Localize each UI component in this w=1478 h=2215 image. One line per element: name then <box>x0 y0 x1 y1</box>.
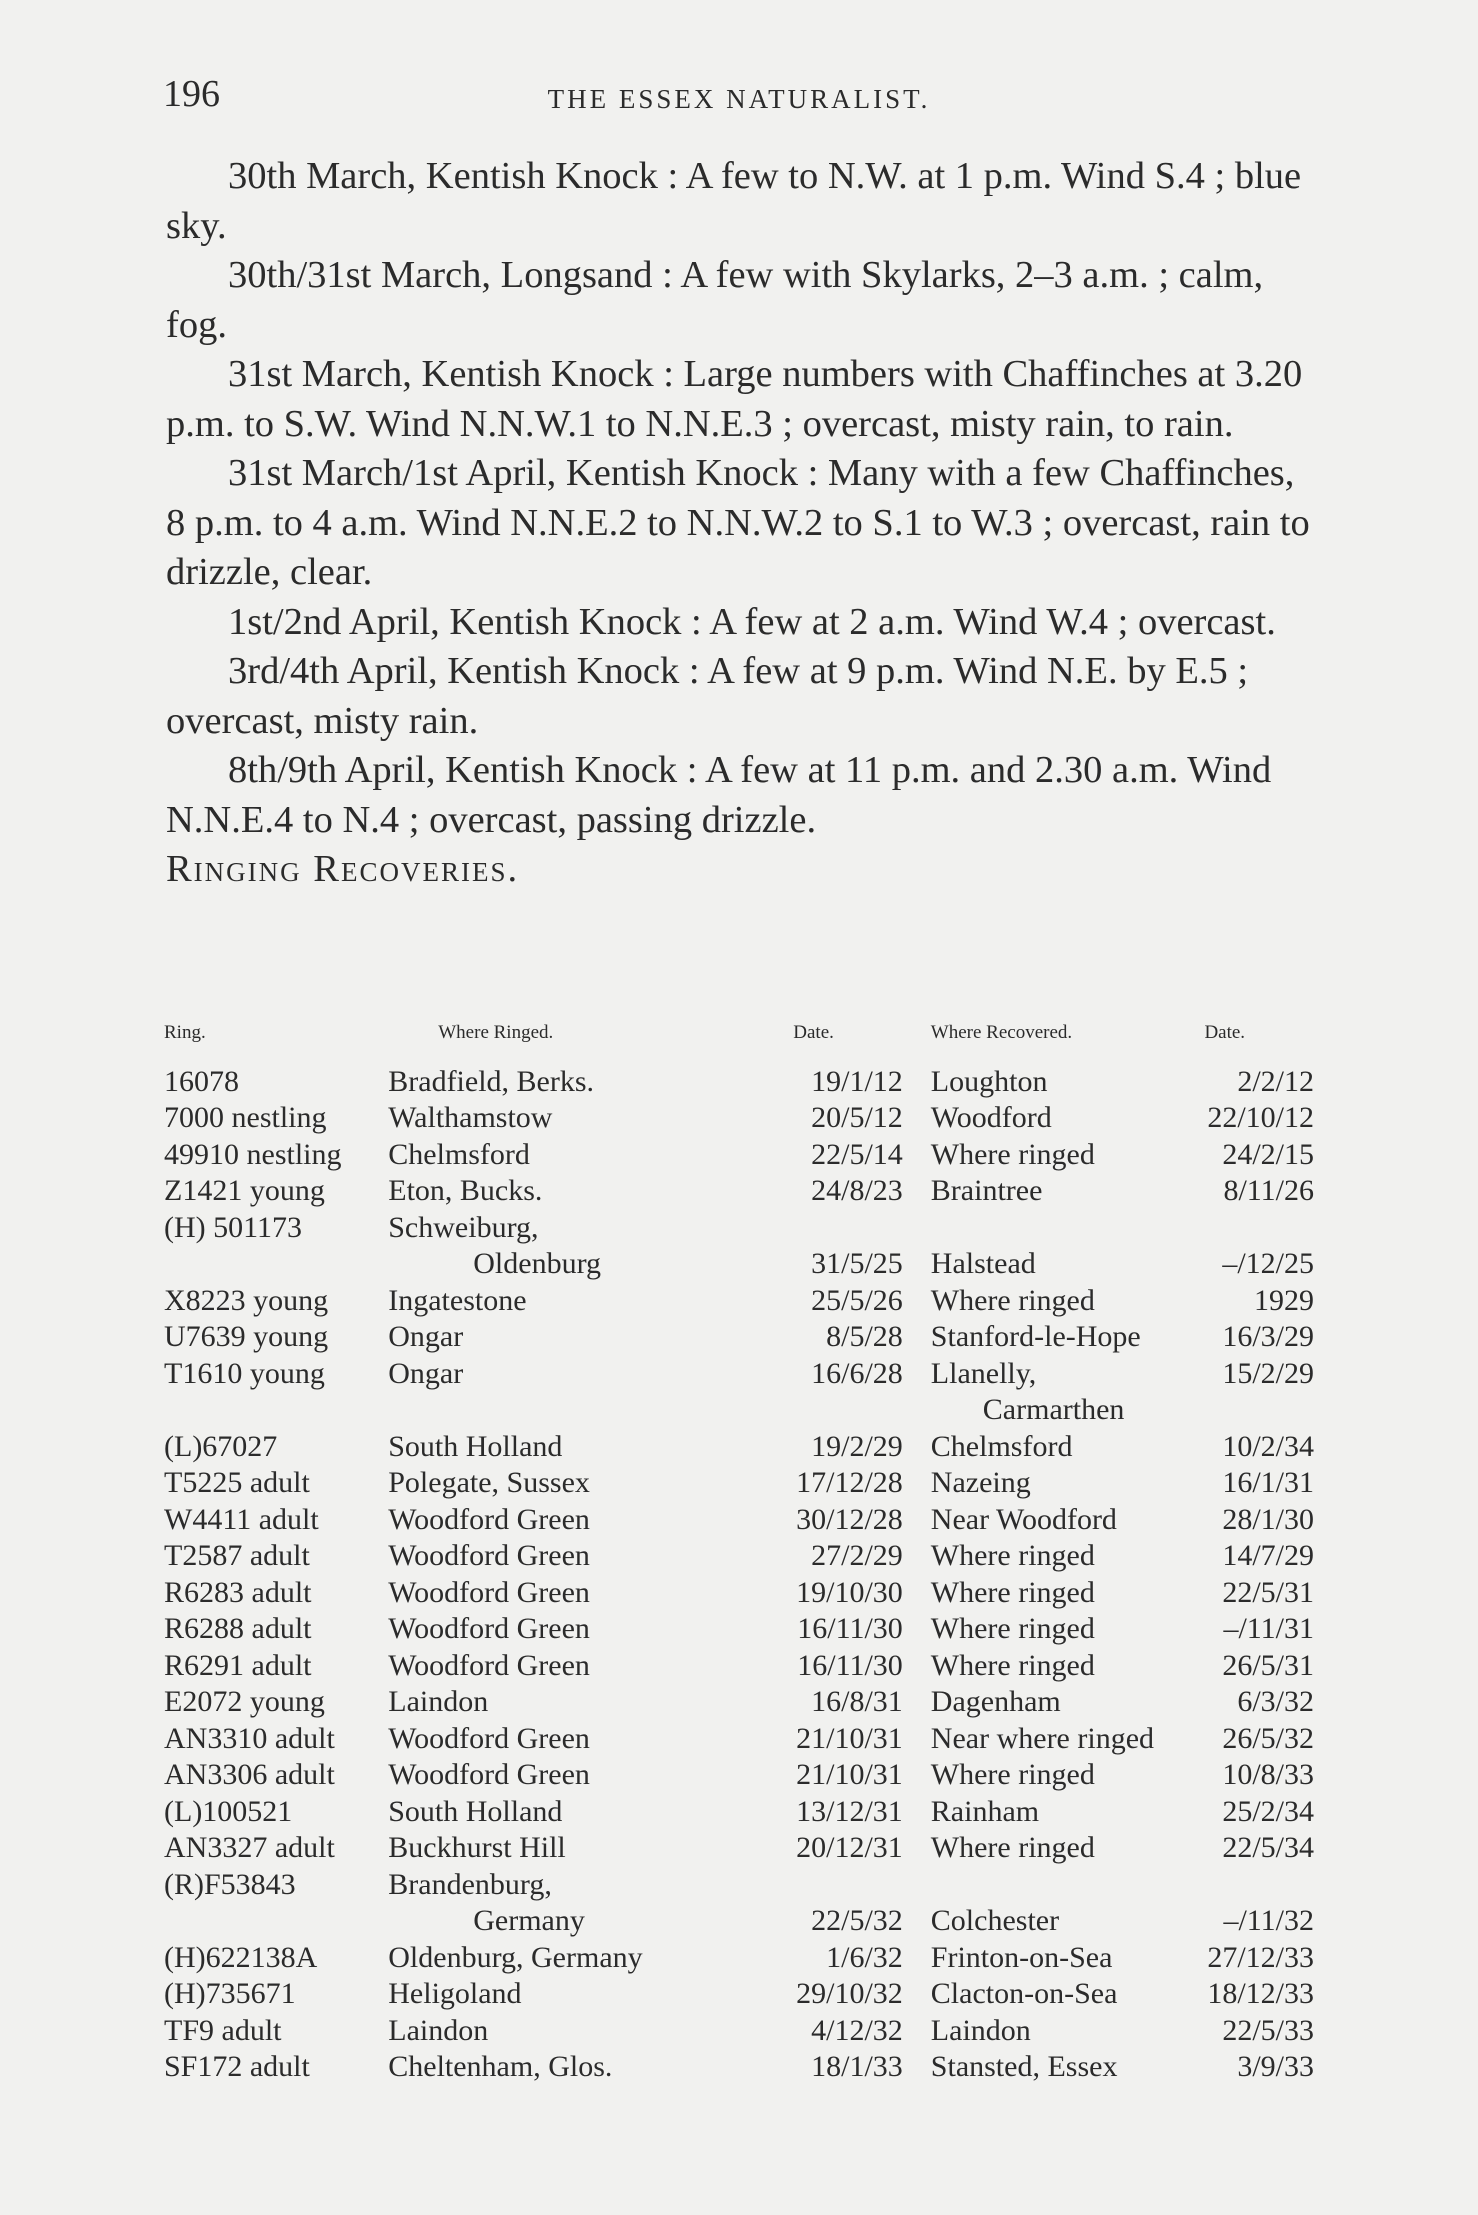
where-ringed-text: Walthamstow <box>388 1101 553 1134</box>
cell-date-recovered: 27/12/33 <box>1207 1940 1314 1974</box>
cell-where-ringed <box>388 1721 793 1758</box>
cell-where-recovered <box>931 1064 1205 1101</box>
cell-ring: R6283 adult <box>164 1575 312 1609</box>
cell-where-recovered <box>931 1940 1205 1977</box>
paragraph: 31st March, Kentish Knock : Large numbers with Chaffinches at 3.20 p.m. to S.W. Wind N.N.W.1 to N.N.E.3 ; overcast, misty rain, to rain. <box>166 353 1303 445</box>
cell-date-recovered: 22/5/31 <box>1222 1575 1314 1609</box>
cell-where-recovered <box>931 1976 1205 2013</box>
cell-where-recovered <box>931 1757 1205 1794</box>
cell-ring: SF172 adult <box>164 2050 310 2083</box>
cell-where-recovered <box>931 1830 1205 1867</box>
table-header-row <box>164 1015 1314 1064</box>
header-where-ringed: Where Ringed. <box>438 1022 554 1043</box>
cell-date-recovered: 16/3/29 <box>1222 1320 1314 1353</box>
cell-where-recovered <box>931 1538 1205 1575</box>
table-row <box>164 1648 1314 1685</box>
cell-where-recovered <box>931 1575 1205 1612</box>
where-ringed-text: Polegate, Sussex <box>388 1466 590 1499</box>
table-row <box>164 1173 1314 1210</box>
cell-ring: E2072 young <box>164 1685 325 1718</box>
table-row <box>164 1356 1314 1429</box>
where-ringed-text: Woodford Green <box>388 1575 590 1609</box>
where-recovered-text: Dagenham <box>930 1685 1061 1718</box>
cell-where-ringed <box>388 1502 793 1539</box>
where-ringed-text: Cheltenham, Glos. <box>388 2050 613 2083</box>
where-ringed-text: Oldenburg, Germany <box>388 1940 643 1974</box>
cell-where-ringed <box>388 1684 793 1721</box>
page-number: 196 <box>163 73 220 115</box>
cell-ring: Z1421 young <box>164 1174 325 1207</box>
table-row <box>164 1064 1314 1101</box>
ringing-recoveries-table <box>164 1015 1314 2086</box>
cell-date-recovered: 28/1/30 <box>1222 1502 1314 1536</box>
cell-date-recovered: 3/9/33 <box>1237 2050 1314 2083</box>
where-recovered-text: Where ringed <box>930 1648 1095 1682</box>
cell-where-recovered <box>931 1319 1205 1356</box>
cell-date-recovered: 10/2/34 <box>1222 1429 1314 1463</box>
cell-date-recovered: 15/2/29 <box>1222 1356 1314 1390</box>
paragraph: 30th/31st March, Longsand : A few with Skylarks, 2–3 a.m. ; calm, fog. <box>166 254 1264 346</box>
cell-date-recovered: 8/11/26 <box>1223 1174 1314 1207</box>
cell-ring: (H)735671 <box>164 1977 296 2010</box>
cell-where-ringed <box>388 1210 793 1283</box>
cell-where-recovered <box>931 1356 1205 1429</box>
cell-date-recovered: 22/5/33 <box>1222 2013 1314 2047</box>
cell-where-recovered <box>931 1502 1205 1539</box>
table-row <box>164 2049 1314 2086</box>
where-recovered-continuation: Carmarthen <box>982 1393 1125 1426</box>
where-ringed-text: Schweiburg, <box>388 1210 539 1244</box>
where-recovered-text: Where ringed <box>930 1758 1095 1791</box>
cell-ring: R6291 adult <box>164 1648 312 1682</box>
cell-where-recovered <box>931 1137 1205 1174</box>
cell-date: 30/12/28 <box>796 1502 903 1536</box>
paragraph: 31st March/1st April, Kentish Knock : Many with a few Chaffinches, 8 p.m. to 4 a.m. Wind N.N.E.2 to N.N.W.2 to S.1 to W.3 ; overcast, rain to drizzle, clear. <box>166 452 1310 593</box>
cell-where-recovered <box>931 1100 1205 1137</box>
table-row <box>164 1429 1314 1466</box>
cell-where-ringed <box>388 1976 793 2013</box>
cell-ring: AN3310 adult <box>164 1721 335 1755</box>
cell-where-ringed <box>388 1137 793 1174</box>
where-recovered-text: Llanelly, <box>930 1356 1037 1390</box>
cell-where-recovered <box>931 1794 1205 1831</box>
cell-ring: (H)622138A <box>164 1940 318 1974</box>
where-ringed-text: Ongar <box>388 1320 464 1353</box>
cell-where-ringed <box>388 1575 793 1612</box>
cell-where-ringed <box>388 1465 793 1502</box>
cell-where-recovered <box>931 1867 1205 1940</box>
cell-date: 21/10/31 <box>796 1758 903 1791</box>
where-ringed-text: Brandenburg, <box>388 1867 552 1901</box>
table-row <box>164 1940 1314 1977</box>
cell-ring: 49910 nestling <box>164 1137 342 1171</box>
cell-date: 21/10/31 <box>796 1721 903 1755</box>
where-recovered-text: Where ringed <box>930 1539 1095 1572</box>
table-row <box>164 1684 1314 1721</box>
cell-date-recovered: –/11/31 <box>1223 1612 1314 1645</box>
cell-where-recovered <box>931 1173 1205 1210</box>
cell-date-recovered: 1929 <box>1254 1283 1314 1317</box>
table-row <box>164 1976 1314 2013</box>
cell-where-ringed <box>388 1283 793 1320</box>
cell-where-recovered <box>931 1611 1205 1648</box>
cell-where-recovered <box>931 2049 1205 2086</box>
cell-date: 24/8/23 <box>811 1174 903 1207</box>
where-recovered-text: Rainham <box>930 1794 1040 1828</box>
where-ringed-text: Ongar <box>388 1356 464 1390</box>
cell-date-recovered: 26/5/32 <box>1222 1721 1314 1755</box>
where-recovered-text: Laindon <box>930 2013 1031 2047</box>
cell-where-ringed <box>388 2049 793 2086</box>
cell-where-recovered <box>931 1684 1205 1721</box>
where-ringed-text: Woodford Green <box>388 1721 590 1755</box>
table-row <box>164 1319 1314 1356</box>
where-recovered-text: Where ringed <box>930 1137 1095 1171</box>
where-ringed-text: Woodford Green <box>388 1539 590 1572</box>
cell-where-ringed <box>388 1173 793 1210</box>
cell-date-recovered: 2/2/12 <box>1237 1064 1314 1098</box>
cell-where-ringed <box>388 1757 793 1794</box>
cell-date: 13/12/31 <box>796 1794 903 1828</box>
cell-date: 29/10/32 <box>796 1977 903 2010</box>
cell-date: 19/1/12 <box>811 1064 903 1098</box>
cell-date: 16/8/31 <box>811 1685 903 1718</box>
table-row <box>164 1465 1314 1502</box>
cell-where-ringed <box>388 1611 793 1648</box>
cell-date: 16/6/28 <box>811 1356 903 1390</box>
cell-ring: R6288 adult <box>164 1612 312 1645</box>
where-ringed-text: Ingatestone <box>388 1283 527 1317</box>
cell-date: 18/1/33 <box>811 2050 903 2083</box>
cell-date-recovered: –/11/32 <box>1223 1904 1314 1937</box>
cell-where-ringed <box>388 1648 793 1685</box>
where-recovered-text: Woodford <box>930 1101 1052 1134</box>
table-body <box>164 1064 1314 2086</box>
cell-ring: AN3306 adult <box>164 1758 335 1791</box>
paragraph: 1st/2nd April, Kentish Knock : A few at 2 a.m. Wind W.4 ; overcast. <box>228 600 1276 643</box>
table-row <box>164 1210 1314 1283</box>
table-row <box>164 1611 1314 1648</box>
cell-ring: (H) 501173 <box>164 1210 303 1244</box>
cell-where-ringed <box>388 1064 793 1101</box>
cell-date: 31/5/25 <box>811 1247 903 1280</box>
running-title: THE ESSEX NATURALIST. <box>547 84 931 114</box>
section-heading: Ringing Recoveries. <box>166 848 520 890</box>
cell-ring: 7000 nestling <box>164 1101 327 1134</box>
cell-date: 20/12/31 <box>796 1831 903 1864</box>
table-row <box>164 1575 1314 1612</box>
where-recovered-text: Loughton <box>930 1064 1048 1098</box>
cell-ring: TF9 adult <box>164 2013 282 2047</box>
cell-where-recovered <box>931 2013 1205 2050</box>
table-row <box>164 1830 1314 1867</box>
table-row <box>164 1283 1314 1320</box>
cell-ring: 16078 <box>164 1064 239 1098</box>
where-recovered-text: Stansted, Essex <box>930 2050 1118 2083</box>
where-ringed-text: Laindon <box>388 2013 489 2047</box>
cell-date-recovered: 10/8/33 <box>1222 1758 1314 1791</box>
header-date: Date. <box>793 1022 834 1043</box>
cell-date: 22/5/14 <box>811 1137 903 1171</box>
cell-date-recovered: 22/10/12 <box>1207 1101 1314 1134</box>
cell-date-recovered: 14/7/29 <box>1222 1539 1314 1572</box>
table-row <box>164 1502 1314 1539</box>
cell-where-recovered <box>931 1429 1205 1466</box>
where-ringed-continuation: Germany <box>473 1904 585 1937</box>
where-recovered-text: Nazeing <box>930 1466 1031 1499</box>
where-ringed-text: Eton, Bucks. <box>388 1174 543 1207</box>
cell-where-ringed <box>388 1830 793 1867</box>
cell-date-recovered: –/12/25 <box>1222 1247 1314 1280</box>
cell-where-ringed <box>388 1356 793 1429</box>
cell-date: 16/11/30 <box>797 1648 903 1682</box>
cell-where-recovered <box>931 1283 1205 1320</box>
cell-date: 16/11/30 <box>797 1612 903 1645</box>
where-recovered-text: Chelmsford <box>930 1429 1073 1463</box>
cell-where-recovered <box>931 1465 1205 1502</box>
cell-where-ringed <box>388 1867 793 1940</box>
table-row <box>164 1721 1314 1758</box>
where-ringed-text: South Holland <box>388 1429 563 1463</box>
where-recovered-text: Where ringed <box>930 1575 1095 1609</box>
cell-ring: T5225 adult <box>164 1466 310 1499</box>
cell-where-ringed <box>388 1319 793 1356</box>
cell-date: 22/5/32 <box>811 1904 903 1937</box>
where-ringed-text: Woodford Green <box>388 1648 590 1682</box>
where-recovered-text: Near Woodford <box>930 1502 1117 1536</box>
cell-date-recovered: 26/5/31 <box>1222 1648 1314 1682</box>
cell-ring: AN3327 adult <box>164 1831 335 1864</box>
where-ringed-text: Woodford Green <box>388 1612 590 1645</box>
cell-date-recovered: 22/5/34 <box>1222 1831 1314 1864</box>
table-row <box>164 1538 1314 1575</box>
where-ringed-text: Laindon <box>388 1685 489 1718</box>
where-recovered-text: Clacton-on-Sea <box>930 1977 1118 2010</box>
cell-ring: T2587 adult <box>164 1539 310 1572</box>
cell-date: 25/5/26 <box>811 1283 903 1317</box>
cell-ring: X8223 young <box>164 1283 329 1317</box>
cell-where-recovered <box>931 1721 1205 1758</box>
header-date-recovered: Date. <box>1204 1022 1246 1043</box>
cell-date: 4/12/32 <box>811 2013 903 2047</box>
table-row <box>164 1757 1314 1794</box>
cell-date-recovered: 25/2/34 <box>1222 1794 1314 1828</box>
where-ringed-text: Buckhurst Hill <box>388 1831 566 1864</box>
cell-ring: (L)67027 <box>164 1429 278 1463</box>
cell-where-recovered <box>931 1648 1205 1685</box>
where-recovered-text: Frinton-on-Sea <box>930 1940 1113 1974</box>
paragraph: 3rd/4th April, Kentish Knock : A few at 9 p.m. Wind N.E. by E.5 ; overcast, misty rain. <box>166 650 1249 742</box>
cell-where-ringed <box>388 1538 793 1575</box>
paragraph: 30th March, Kentish Knock : A few to N.W. at 1 p.m. Wind S.4 ; blue sky. <box>166 155 1302 247</box>
cell-date: 17/12/28 <box>796 1466 903 1499</box>
header-where-recovered: Where Recovered. <box>930 1022 1073 1043</box>
where-recovered-text: Where ringed <box>930 1612 1095 1645</box>
cell-where-ringed <box>388 1794 793 1831</box>
table-row <box>164 2013 1314 2050</box>
where-recovered-text: Near where ringed <box>930 1721 1155 1755</box>
table-row <box>164 1794 1314 1831</box>
cell-ring: (L)100521 <box>164 1794 293 1828</box>
table-row <box>164 1100 1314 1137</box>
cell-date-recovered: 6/3/32 <box>1237 1685 1314 1718</box>
where-recovered-text: Braintree <box>930 1174 1043 1207</box>
where-ringed-text: Woodford Green <box>388 1758 590 1791</box>
header-ring: Ring. <box>164 1022 206 1043</box>
cell-date-recovered: 18/12/33 <box>1207 1977 1314 2010</box>
cell-where-ringed <box>388 2013 793 2050</box>
cell-where-recovered <box>931 1210 1205 1283</box>
body-text <box>166 152 1314 895</box>
cell-date: 19/10/30 <box>796 1575 903 1609</box>
cell-ring: U7639 young <box>164 1320 329 1353</box>
cell-where-ringed <box>388 1940 793 1977</box>
where-ringed-text: Heligoland <box>388 1977 522 2010</box>
where-recovered-text: Halstead <box>930 1247 1036 1280</box>
cell-date: 19/2/29 <box>811 1429 903 1463</box>
paragraph: 8th/9th April, Kentish Knock : A few at 11 p.m. and 2.30 a.m. Wind N.N.E.4 to N.4 ; overcast, passing drizzle. <box>166 749 1272 841</box>
cell-ring: (R)F53843 <box>164 1867 296 1901</box>
cell-date: 1/6/32 <box>826 1940 903 1974</box>
where-recovered-text: Where ringed <box>930 1831 1095 1864</box>
cell-where-ringed <box>388 1429 793 1466</box>
table-row <box>164 1137 1314 1174</box>
where-ringed-text: Chelmsford <box>388 1137 530 1171</box>
cell-date: 27/2/29 <box>811 1539 903 1572</box>
cell-where-ringed <box>388 1100 793 1137</box>
cell-ring: W4411 adult <box>164 1502 319 1536</box>
where-recovered-text: Where ringed <box>930 1283 1095 1317</box>
where-ringed-text: Bradfield, Berks. <box>388 1064 595 1098</box>
cell-date-recovered: 24/2/15 <box>1222 1137 1314 1171</box>
cell-date: 20/5/12 <box>811 1101 903 1134</box>
table-row <box>164 1867 1314 1940</box>
where-ringed-text: Woodford Green <box>388 1502 590 1536</box>
where-ringed-continuation: Oldenburg <box>473 1247 602 1280</box>
cell-date: 8/5/28 <box>826 1320 903 1353</box>
where-ringed-text: South Holland <box>388 1794 563 1828</box>
cell-date-recovered: 16/1/31 <box>1222 1466 1314 1499</box>
where-recovered-text: Stanford-le-Hope <box>930 1320 1141 1353</box>
cell-ring: T1610 young <box>164 1356 325 1390</box>
where-recovered-text: Colchester <box>930 1904 1060 1937</box>
